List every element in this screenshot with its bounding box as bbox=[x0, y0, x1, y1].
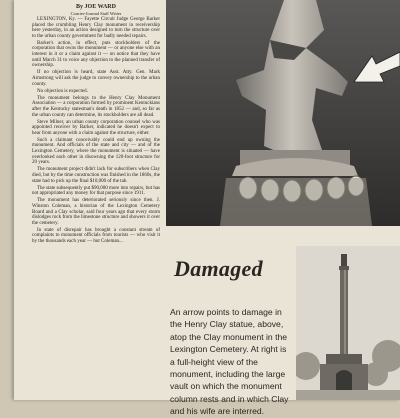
article-paragraph: The monument belongs to the Henry Clay Monument Association — a corporation formed by prominent Kentuckians after the Kentucky statesman's death in 1852 — and, so far as the urban county can determine, its stockholders are all dead. bbox=[32, 95, 160, 118]
article-paragraph: Barker's action, in effect, puts stockholders of the corporation that owns the monument — or anyone else with an interest in it or a claim against it — on notice that they have until March 31 to voice any objection to the planned transfer of ownership. bbox=[32, 40, 160, 69]
article-paragraph: No objection is expected. bbox=[37, 88, 88, 94]
article-column bbox=[32, 4, 160, 400]
article-paragraph: Such a claimant conceivably could end up owning the monument. And officials of the state and city — and of the Lexington Cemetery, where the monument is situated — have overlooked each other in disowning the 120-foot structure for 20 years. bbox=[32, 137, 160, 166]
article-paragraph: The monument has deteriorated seriously since then. J. Winston Coleman, a historian of the Lexington Cemetery Board and a Clay scholar, said four years ago that every storm dislodges rock from the limestone structure and showers it over the cemetery. bbox=[32, 198, 160, 226]
byline: By JOE WARD bbox=[76, 4, 116, 10]
article-paragraph: The state subsequently put $90,000 more into repairs, but has not appropriated any money for that purpose since 1911. bbox=[32, 185, 160, 197]
article-body bbox=[32, 17, 160, 245]
newspaper-clipping bbox=[14, 0, 400, 417]
headline: Damaged bbox=[174, 256, 263, 281]
article-paragraph: LEXINGTON, Ky. — Fayette Circuit Judge George Barker placed the crumbling Henry Clay monument in receivership here yesterday, in an action designed to turn the structure over to the urban county government for badly needed repairs. bbox=[32, 17, 160, 39]
article-paragraph: If no objection is heard, state Asst. Atty. Gen. Mark Armstrong will ask the judge to convey ownership to the urban county. bbox=[32, 70, 160, 87]
article-paragraph: In state of disrepair has brought a constant stream of complaints to monument officials from tourists — who visit it by the thousands each year — but Coleman... bbox=[32, 227, 160, 244]
byline-role: Courier-Journal Staff Writer bbox=[70, 11, 122, 16]
article-paragraph: The monument project didn't lack for subscribers when Clay died, but by the time construction was finished in the 1860s, the state had to pick up the final $10,000 of the tab. bbox=[32, 167, 160, 184]
article-paragraph: Steve Milner, an urban county corporation counsel who was appointed receiver by Barker, indicated he doesn't expect to hear from anyone with a claim against the structure, either. bbox=[32, 119, 160, 136]
monument-full-photo bbox=[296, 246, 400, 400]
photo-caption: An arrow points to damage in the Henry Clay statue, above, atop the Clay monument in the Lexington Cemetery. At right is a full-height view of the monument, including the large vault on which the monument column rests and in which Clay and his wife are interred. bbox=[170, 307, 289, 417]
statue-closeup-photo bbox=[166, 0, 400, 226]
